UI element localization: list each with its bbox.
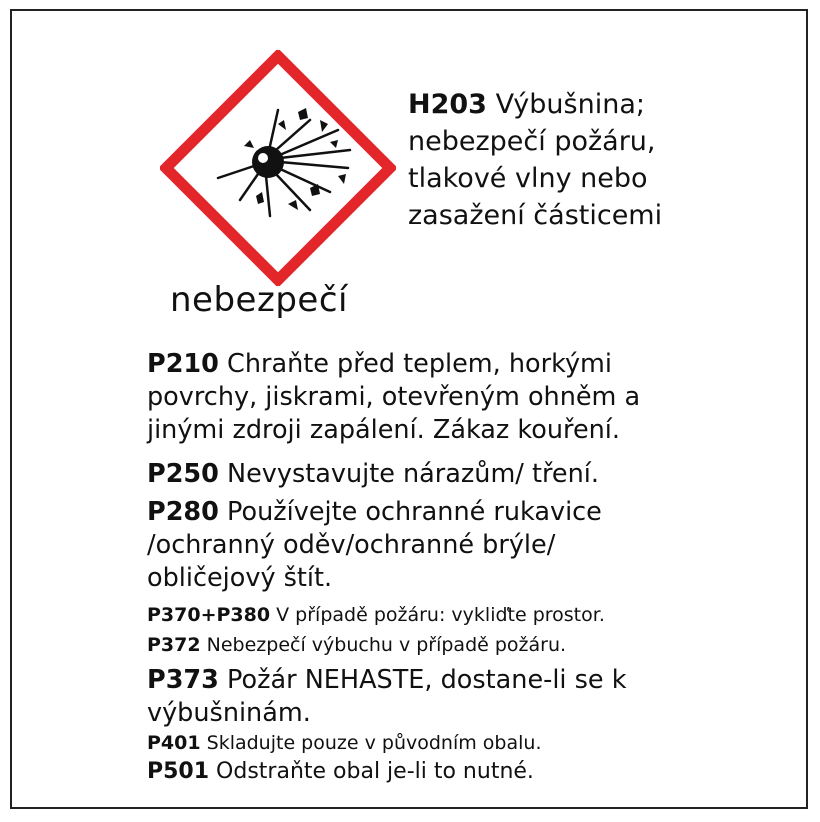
- precaution-p250: [147, 458, 707, 491]
- precaution-p210: [147, 348, 687, 447]
- precaution-text: Odstraňte obal je-li to nutné.: [216, 759, 534, 784]
- precaution-text: Skladujte pouze v původním obalu.: [206, 732, 542, 754]
- precaution-text: Nebezpečí výbuchu v případě požáru.: [206, 634, 567, 656]
- precaution-p501: [147, 758, 747, 786]
- precaution-p280: [147, 496, 687, 595]
- precaution-text: Chraňte před teplem, horkými povrchy, jiskrami, otevřeným ohněm a jinými zdroji zapálení. Zákaz kouření.: [147, 349, 641, 445]
- precaution-text: Používejte ochranné rukavice /ochranný oděv/ochranné brýle/ obličejový štít.: [147, 497, 602, 593]
- precaution-code: P501: [147, 759, 210, 784]
- hazard-code: H203: [408, 89, 487, 120]
- precaution-p372: [147, 632, 747, 658]
- precaution-text: V případě požáru: vykliďte prostor.: [276, 604, 605, 626]
- precaution-code: P280: [147, 497, 219, 527]
- signal-word: nebezpečí: [170, 280, 348, 320]
- precaution-text: Požár NEHASTE, dostane-li se k výbušninám.: [147, 665, 627, 728]
- precaution-code: P372: [147, 634, 201, 656]
- precaution-code: P373: [147, 665, 219, 695]
- hazard-statement: [408, 86, 708, 234]
- exploding-bomb-icon: [160, 50, 396, 286]
- precaution-code: P210: [147, 349, 219, 379]
- precaution-text: Nevystavujte nárazům/ tření.: [227, 459, 599, 489]
- precaution-code: P250: [147, 459, 219, 489]
- precaution-p401: [147, 730, 747, 756]
- precaution-p370-p380: [147, 602, 747, 628]
- precaution-p373: [147, 664, 687, 730]
- precaution-code: P401: [147, 732, 201, 754]
- hazard-text: Výbušnina; nebezpečí požáru, tlakové vlny nebo zasažení částicemi: [408, 89, 663, 231]
- precaution-code: P370+P380: [147, 604, 271, 626]
